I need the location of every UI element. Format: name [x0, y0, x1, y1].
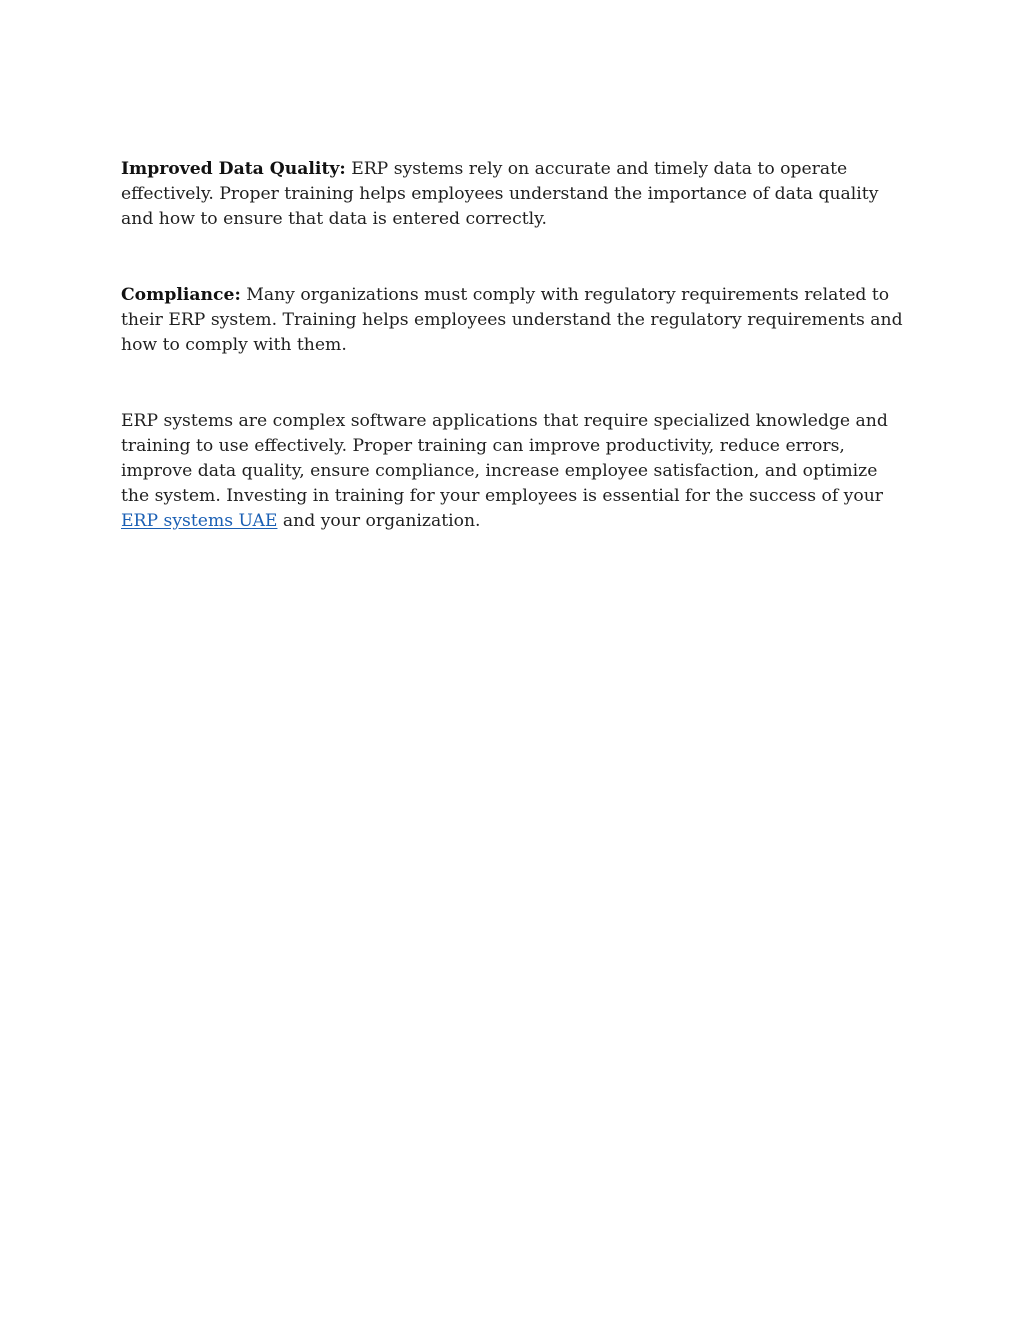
- document-body: [121, 157, 903, 534]
- paragraph-data-quality: [121, 157, 903, 232]
- paragraph-lead-compliance: Compliance:: [121, 285, 241, 305]
- paragraph-text-conclusion: ERP systems are complex software applications that require specialized knowledge and training to use effectively. Proper training can improve productivity, reduce errors, improve data quality, ensure compliance, increase employee satisfaction, and optimize the system. Investing in training for your employees is essential for the success of your: [121, 411, 888, 506]
- paragraph-lead-data-quality: Improved Data Quality:: [121, 159, 346, 179]
- paragraph-compliance: [121, 283, 903, 358]
- paragraph-text-compliance: Many organizations must comply with regulatory requirements related to their ERP system. Training helps employees understand the regulatory requirements and how to comply with them.: [121, 285, 903, 355]
- paragraph-conclusion: [121, 409, 903, 534]
- paragraph-text-data-quality: ERP systems rely on accurate and timely data to operate effectively. Proper training helps employees understand the importance of data quality and how to ensure that data is entered correctly.: [121, 159, 879, 229]
- paragraph-text-conclusion-end: and your organization.: [277, 511, 481, 531]
- erp-systems-uae-link[interactable]: ERP systems UAE: [121, 511, 278, 531]
